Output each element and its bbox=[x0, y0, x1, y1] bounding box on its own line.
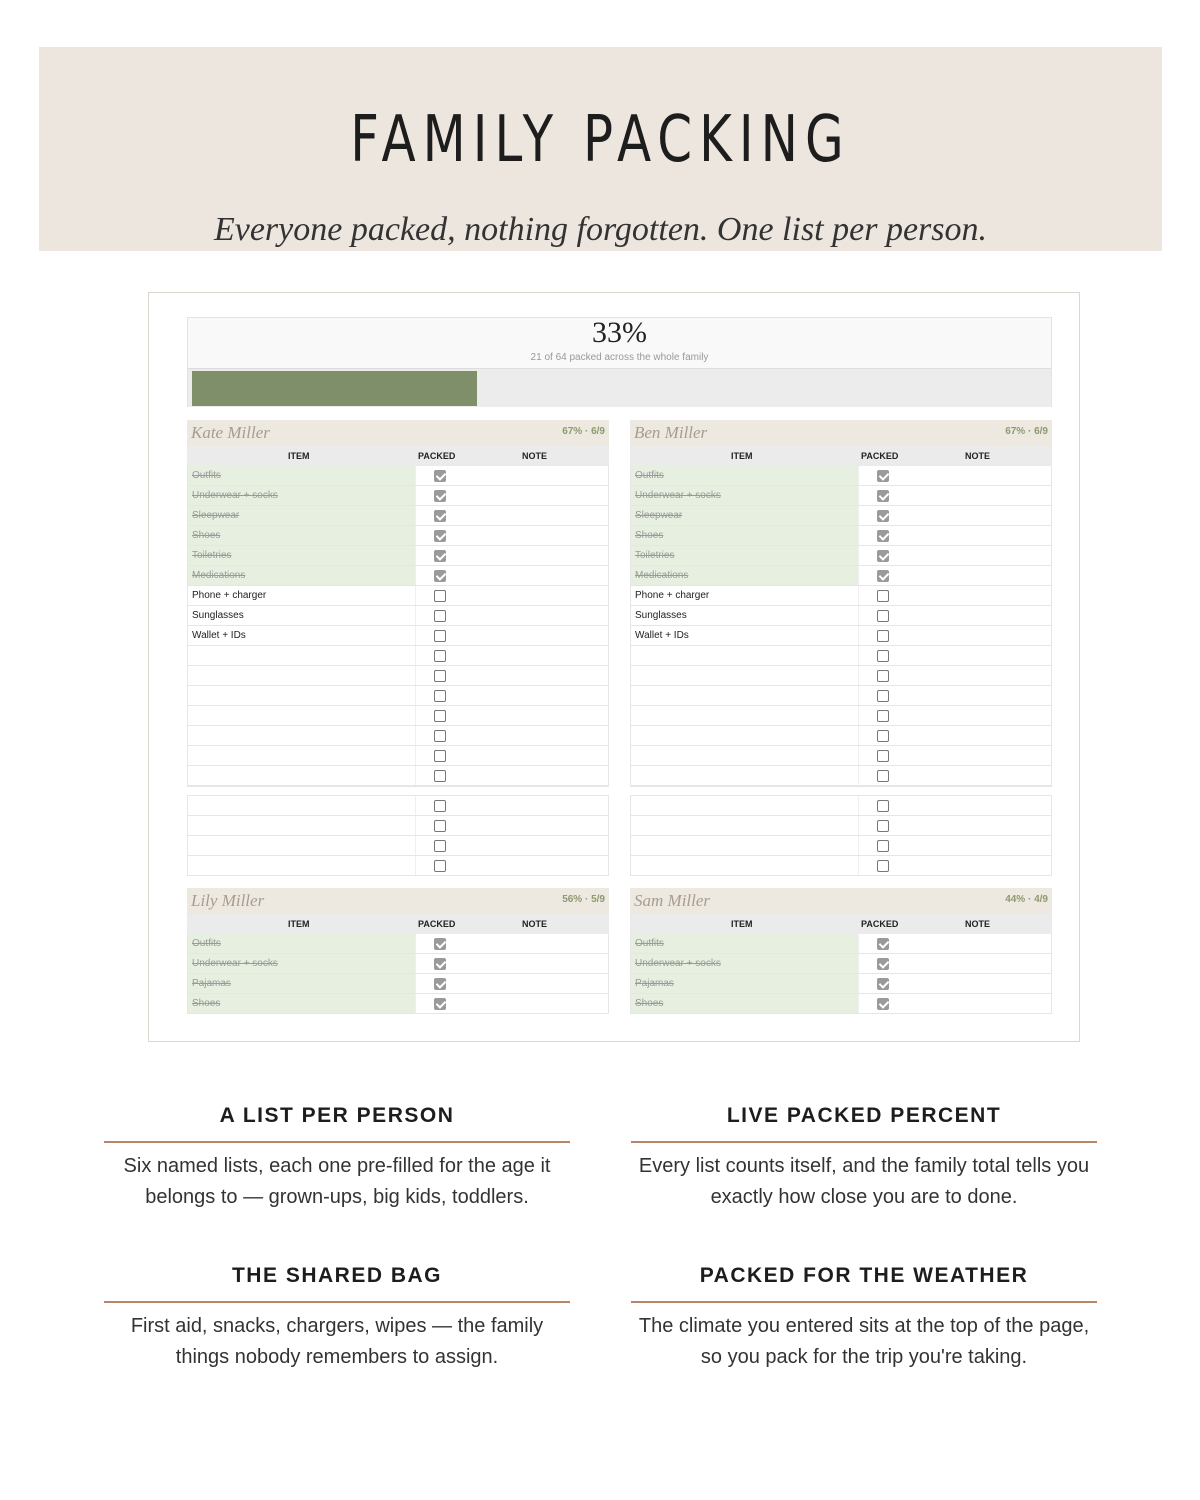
table-row bbox=[188, 796, 608, 816]
column-item: ITEM bbox=[288, 919, 310, 929]
item-cell[interactable]: Outfits bbox=[188, 934, 415, 953]
person-header bbox=[630, 420, 1052, 446]
feature-shared-bag bbox=[104, 1261, 570, 1373]
packed-checkbox[interactable] bbox=[434, 750, 446, 762]
table-row bbox=[631, 796, 1051, 816]
packed-checkbox[interactable] bbox=[877, 470, 889, 482]
table-row bbox=[188, 974, 608, 994]
family-progress-fill bbox=[192, 371, 477, 406]
person-name: Sam Miller bbox=[634, 891, 711, 910]
feature-body: First aid, snacks, chargers, wipes — the family things nobody remembers to assign. bbox=[130, 1315, 544, 1368]
packed-checkbox[interactable] bbox=[434, 610, 446, 622]
item-cell[interactable]: Underwear + socks bbox=[188, 486, 415, 505]
packed-checkbox[interactable] bbox=[877, 770, 889, 782]
item-cell[interactable] bbox=[631, 686, 858, 705]
column-item: ITEM bbox=[288, 451, 310, 461]
item-cell[interactable] bbox=[631, 666, 858, 685]
item-cell[interactable] bbox=[188, 766, 415, 785]
table-row bbox=[188, 706, 608, 726]
table-row bbox=[188, 766, 608, 786]
packed-checkbox[interactable] bbox=[434, 710, 446, 722]
table-row bbox=[188, 506, 608, 526]
item-cell[interactable]: Medications bbox=[188, 566, 415, 585]
person-header bbox=[630, 888, 1052, 914]
item-rows bbox=[630, 796, 1052, 876]
item-cell[interactable]: Shoes bbox=[631, 526, 858, 545]
item-cell[interactable] bbox=[631, 746, 858, 765]
column-note: NOTE bbox=[965, 919, 991, 929]
table-row bbox=[188, 486, 608, 506]
person-percent: 44% bbox=[1005, 894, 1026, 905]
item-cell[interactable]: Underwear + socks bbox=[631, 486, 858, 505]
person-header bbox=[187, 420, 609, 446]
person-count: 6/9 bbox=[1034, 426, 1048, 437]
column-packed: PACKED bbox=[861, 919, 899, 929]
item-cell[interactable]: Toiletries bbox=[188, 546, 415, 565]
item-cell[interactable] bbox=[188, 726, 415, 745]
table-row bbox=[631, 974, 1051, 994]
packed-checkbox[interactable] bbox=[877, 938, 889, 950]
feature-body: Every list counts itself, and the family total tells you exactly how close you are to done. bbox=[638, 1155, 1090, 1208]
table-row bbox=[188, 466, 608, 486]
table-row bbox=[188, 934, 608, 954]
packed-checkbox[interactable] bbox=[877, 840, 889, 852]
table-row bbox=[631, 486, 1051, 506]
item-cell[interactable] bbox=[188, 836, 415, 855]
table-row bbox=[188, 606, 608, 626]
feature-title: A LIST PER PERSON bbox=[219, 1104, 455, 1127]
feature-divider bbox=[631, 1141, 1097, 1143]
item-rows bbox=[187, 934, 609, 1014]
person-header bbox=[187, 888, 609, 914]
person-count: 5/9 bbox=[591, 894, 605, 905]
table-row bbox=[631, 686, 1051, 706]
packed-checkbox[interactable] bbox=[434, 530, 446, 542]
table-row bbox=[631, 746, 1051, 766]
item-cell[interactable] bbox=[631, 856, 858, 875]
packed-checkbox[interactable] bbox=[434, 690, 446, 702]
packed-checkbox[interactable] bbox=[877, 530, 889, 542]
packed-checkbox[interactable] bbox=[434, 590, 446, 602]
packed-checkbox[interactable] bbox=[877, 550, 889, 562]
feature-title: PACKED FOR THE WEATHER bbox=[699, 1264, 1029, 1287]
packed-checkbox[interactable] bbox=[877, 958, 889, 970]
page-subtitle: Everyone packed, nothing forgotten. One list per person. bbox=[213, 211, 988, 248]
column-headers bbox=[630, 446, 1052, 466]
packed-checkbox[interactable] bbox=[877, 670, 889, 682]
spreadsheet-screenshot bbox=[148, 292, 1080, 1042]
item-cell[interactable]: Phone + charger bbox=[192, 590, 267, 601]
table-row bbox=[631, 994, 1051, 1014]
packed-checkbox[interactable] bbox=[877, 820, 889, 832]
item-cell[interactable]: Medications bbox=[631, 566, 858, 585]
packed-checkbox[interactable] bbox=[434, 490, 446, 502]
packed-checkbox[interactable] bbox=[877, 590, 889, 602]
packed-checkbox[interactable] bbox=[434, 770, 446, 782]
packed-checkbox[interactable] bbox=[877, 860, 889, 872]
item-cell[interactable]: Phone + charger bbox=[635, 590, 710, 601]
column-item: ITEM bbox=[731, 451, 753, 461]
table-row bbox=[631, 856, 1051, 876]
table-row bbox=[631, 706, 1051, 726]
person-name: Ben Miller bbox=[634, 423, 708, 442]
person-list-kate bbox=[187, 420, 609, 876]
packed-checkbox[interactable] bbox=[877, 978, 889, 990]
table-row bbox=[631, 626, 1051, 646]
item-cell[interactable] bbox=[631, 796, 858, 815]
row-gap bbox=[630, 786, 1052, 796]
packed-checkbox[interactable] bbox=[434, 670, 446, 682]
item-cell[interactable] bbox=[188, 686, 415, 705]
person-progress bbox=[1005, 426, 1048, 437]
row-gap bbox=[187, 786, 609, 796]
packed-checkbox[interactable] bbox=[434, 510, 446, 522]
item-cell[interactable] bbox=[631, 646, 858, 665]
feature-divider bbox=[631, 1301, 1097, 1303]
item-cell[interactable] bbox=[188, 706, 415, 725]
item-cell[interactable] bbox=[188, 816, 415, 835]
feature-list-per-person bbox=[104, 1101, 570, 1213]
item-cell[interactable]: Sunglasses bbox=[635, 610, 687, 621]
table-row bbox=[188, 626, 608, 646]
item-rows bbox=[630, 934, 1052, 1014]
column-packed: PACKED bbox=[418, 451, 456, 461]
column-packed: PACKED bbox=[861, 451, 899, 461]
item-cell[interactable]: Shoes bbox=[188, 526, 415, 545]
item-cell[interactable]: Pajamas bbox=[188, 974, 415, 993]
item-cell[interactable] bbox=[188, 666, 415, 685]
person-progress bbox=[562, 426, 605, 437]
item-rows bbox=[187, 466, 609, 786]
table-row bbox=[188, 666, 608, 686]
item-cell[interactable] bbox=[188, 646, 415, 665]
item-cell[interactable] bbox=[631, 816, 858, 835]
table-row bbox=[188, 994, 608, 1014]
column-packed: PACKED bbox=[418, 919, 456, 929]
packed-checkbox[interactable] bbox=[434, 860, 446, 872]
packed-checkbox[interactable] bbox=[434, 650, 446, 662]
item-cell[interactable] bbox=[188, 746, 415, 765]
column-note: NOTE bbox=[522, 451, 548, 461]
person-progress bbox=[562, 894, 605, 905]
item-cell[interactable] bbox=[188, 856, 415, 875]
stat-separator: · bbox=[582, 894, 592, 905]
item-cell[interactable] bbox=[631, 836, 858, 855]
person-list-ben bbox=[630, 420, 1052, 876]
feature-divider bbox=[104, 1301, 570, 1303]
packed-checkbox[interactable] bbox=[434, 630, 446, 642]
family-percent: 33% bbox=[592, 316, 647, 349]
person-progress bbox=[1005, 894, 1048, 905]
family-progress-bar bbox=[188, 368, 1051, 407]
table-row bbox=[631, 586, 1051, 606]
packed-checkbox[interactable] bbox=[877, 650, 889, 662]
packed-checkbox[interactable] bbox=[434, 840, 446, 852]
packed-checkbox[interactable] bbox=[434, 550, 446, 562]
item-cell[interactable]: Sunglasses bbox=[192, 610, 244, 621]
item-rows bbox=[187, 796, 609, 876]
stat-separator: · bbox=[1025, 894, 1035, 905]
feature-weather bbox=[631, 1261, 1097, 1373]
item-cell[interactable] bbox=[631, 766, 858, 785]
table-row bbox=[631, 934, 1051, 954]
table-row bbox=[188, 586, 608, 606]
table-row bbox=[188, 816, 608, 836]
table-row bbox=[631, 836, 1051, 856]
item-cell[interactable]: Wallet + IDs bbox=[192, 630, 246, 641]
page-title: FAMILY PACKING bbox=[350, 103, 851, 177]
table-row bbox=[188, 646, 608, 666]
item-cell[interactable]: Sleepwear bbox=[188, 506, 415, 525]
table-row bbox=[631, 726, 1051, 746]
stat-separator: · bbox=[1025, 426, 1035, 437]
item-cell[interactable]: Underwear + socks bbox=[188, 954, 415, 973]
item-cell[interactable]: Sleepwear bbox=[631, 506, 858, 525]
table-row bbox=[631, 466, 1051, 486]
item-cell[interactable]: Shoes bbox=[188, 994, 415, 1013]
table-row bbox=[188, 566, 608, 586]
column-headers bbox=[187, 914, 609, 934]
packed-checkbox[interactable] bbox=[877, 510, 889, 522]
table-row bbox=[631, 506, 1051, 526]
packed-checkbox[interactable] bbox=[877, 800, 889, 812]
packed-checkbox[interactable] bbox=[434, 958, 446, 970]
column-note: NOTE bbox=[965, 451, 991, 461]
item-cell[interactable]: Outfits bbox=[631, 466, 858, 485]
packed-checkbox[interactable] bbox=[434, 998, 446, 1010]
person-name: Lily Miller bbox=[191, 891, 265, 910]
stat-separator: · bbox=[582, 426, 592, 437]
table-row bbox=[188, 746, 608, 766]
packed-checkbox[interactable] bbox=[877, 610, 889, 622]
item-rows bbox=[630, 466, 1052, 786]
column-headers bbox=[630, 914, 1052, 934]
packed-checkbox[interactable] bbox=[434, 570, 446, 582]
table-row bbox=[631, 526, 1051, 546]
person-percent: 67% bbox=[562, 426, 583, 437]
table-row bbox=[188, 726, 608, 746]
item-cell[interactable]: Pajamas bbox=[631, 974, 858, 993]
table-row bbox=[188, 686, 608, 706]
person-count: 4/9 bbox=[1034, 894, 1048, 905]
table-row bbox=[631, 566, 1051, 586]
column-note: NOTE bbox=[522, 919, 548, 929]
item-cell[interactable] bbox=[631, 706, 858, 725]
person-percent: 56% bbox=[562, 894, 583, 905]
column-headers bbox=[187, 446, 609, 466]
packed-checkbox[interactable] bbox=[434, 800, 446, 812]
packed-checkbox[interactable] bbox=[434, 820, 446, 832]
item-cell[interactable] bbox=[188, 796, 415, 815]
packed-checkbox[interactable] bbox=[434, 938, 446, 950]
table-row bbox=[631, 666, 1051, 686]
table-row bbox=[631, 646, 1051, 666]
header-banner bbox=[39, 47, 1162, 251]
item-cell[interactable]: Wallet + IDs bbox=[635, 630, 689, 641]
person-percent: 67% bbox=[1005, 426, 1026, 437]
item-cell[interactable]: Outfits bbox=[631, 934, 858, 953]
person-list-sam bbox=[630, 888, 1052, 1014]
table-row bbox=[188, 856, 608, 876]
packed-checkbox[interactable] bbox=[877, 750, 889, 762]
family-packed-count: 21 of 64 packed across the whole family bbox=[530, 352, 709, 363]
table-row bbox=[188, 546, 608, 566]
table-row bbox=[631, 816, 1051, 836]
packed-checkbox[interactable] bbox=[877, 490, 889, 502]
feature-title: THE SHARED BAG bbox=[231, 1264, 442, 1287]
packed-checkbox[interactable] bbox=[434, 978, 446, 990]
feature-body: Six named lists, each one pre-filled for the age it belongs to — grown-ups, big kids, toddlers. bbox=[123, 1155, 551, 1208]
feature-divider bbox=[104, 1141, 570, 1143]
table-row bbox=[631, 606, 1051, 626]
item-cell[interactable]: Toiletries bbox=[631, 546, 858, 565]
item-cell[interactable]: Underwear + socks bbox=[631, 954, 858, 973]
item-cell[interactable] bbox=[631, 726, 858, 745]
table-row bbox=[631, 766, 1051, 786]
packed-checkbox[interactable] bbox=[877, 630, 889, 642]
item-cell[interactable]: Outfits bbox=[188, 466, 415, 485]
packed-checkbox[interactable] bbox=[434, 730, 446, 742]
feature-body: The climate you entered sits at the top of the page, so you pack for the trip you're taking. bbox=[638, 1315, 1090, 1368]
table-row bbox=[188, 836, 608, 856]
packed-checkbox[interactable] bbox=[877, 570, 889, 582]
item-cell[interactable]: Shoes bbox=[631, 994, 858, 1013]
person-count: 6/9 bbox=[591, 426, 605, 437]
column-item: ITEM bbox=[731, 919, 753, 929]
packed-checkbox[interactable] bbox=[877, 710, 889, 722]
table-row bbox=[188, 526, 608, 546]
packed-checkbox[interactable] bbox=[434, 470, 446, 482]
table-row bbox=[631, 546, 1051, 566]
person-name: Kate Miller bbox=[191, 423, 270, 442]
person-list-lily bbox=[187, 888, 609, 1014]
feature-live-percent bbox=[631, 1101, 1097, 1213]
table-row bbox=[188, 954, 608, 974]
packed-checkbox[interactable] bbox=[877, 998, 889, 1010]
family-progress-panel bbox=[187, 317, 1052, 407]
packed-checkbox[interactable] bbox=[877, 730, 889, 742]
feature-title: LIVE PACKED PERCENT bbox=[726, 1104, 1002, 1127]
table-row bbox=[631, 954, 1051, 974]
packed-checkbox[interactable] bbox=[877, 690, 889, 702]
